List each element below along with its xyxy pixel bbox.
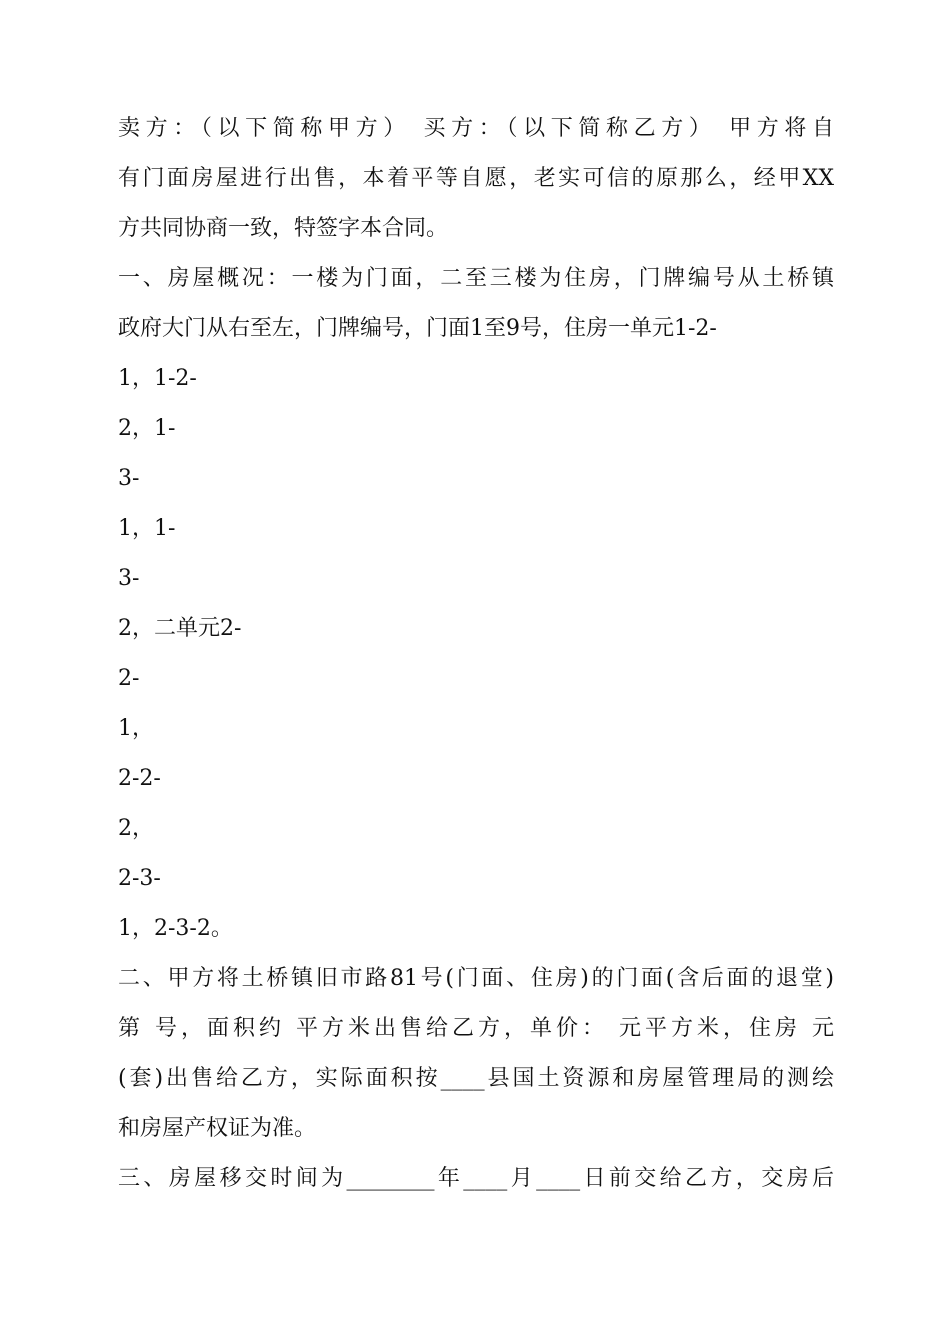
text-line: 2-3- <box>118 866 161 891</box>
text-line: 3- <box>118 566 140 591</box>
text-line: 政府大门从右至左，门牌编号，门面1至9号，住房一单元1-2- <box>118 316 717 341</box>
text-line: 一、房屋概况：一楼为门面，二至三楼为住房，门牌编号从土桥镇 <box>118 266 834 291</box>
text-line: 有门面房屋进行出售，本着平等自愿，老实可信的原那么，经甲XX <box>118 166 834 191</box>
text-line: 1，1-2- <box>118 366 197 391</box>
text-line: 第 号，面积约 平方米出售给乙方，单价： 元平方米，住房 元 <box>118 1016 834 1041</box>
text-line: 2，二单元2- <box>118 616 242 641</box>
text-line: 2，1- <box>118 416 176 441</box>
text-line: (套)出售给乙方，实际面积按____县国土资源和房屋管理局的测绘 <box>118 1066 834 1091</box>
text-line: 二、甲方将土桥镇旧市路81号(门面、住房)的门面(含后面的退堂) <box>118 966 834 991</box>
text-line: 2- <box>118 666 140 691</box>
text-line: 2， <box>118 816 154 841</box>
document-body <box>118 104 834 1204</box>
text-line: 3- <box>118 466 140 491</box>
text-line: 1，2-3-2。 <box>118 916 233 941</box>
text-line: 三、房屋移交时间为________年____月____日前交给乙方，交房后 <box>118 1166 834 1191</box>
text-line: 和房屋产权证为准。 <box>118 1116 317 1141</box>
text-line: 1，1- <box>118 516 176 541</box>
text-line: 2-2- <box>118 766 161 791</box>
text-line: 卖方：（以下简称甲方） 买方：（以下简称乙方） 甲方将自 <box>118 116 834 141</box>
text-line: 方共同协商一致，特签字本合同。 <box>118 216 449 241</box>
text-line: 1， <box>118 716 154 741</box>
